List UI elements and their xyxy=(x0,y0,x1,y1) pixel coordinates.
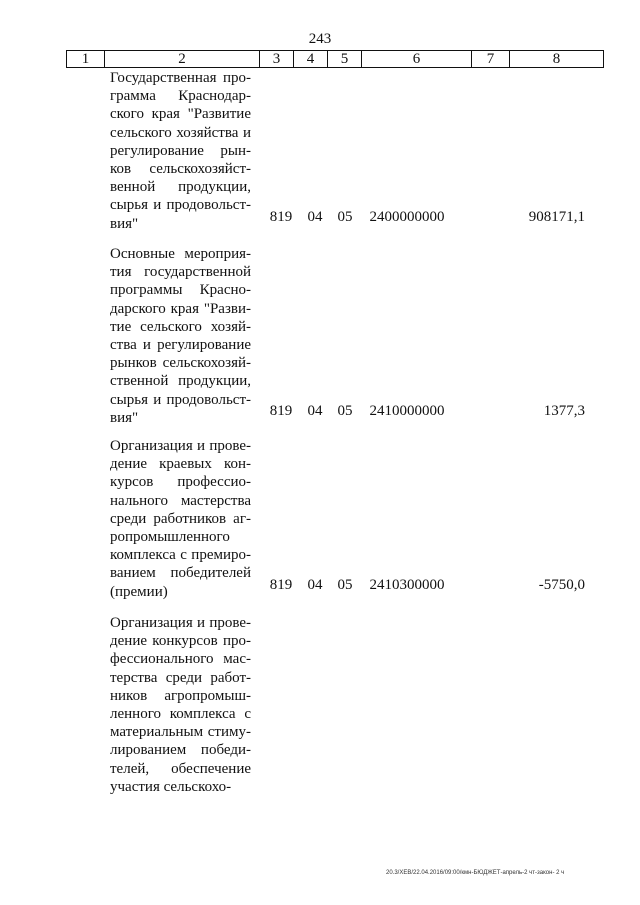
row-description xyxy=(110,245,251,427)
description-line: материальным стиму- xyxy=(110,724,251,741)
description-line: сырья и продовольст- xyxy=(110,197,251,214)
description-line: венной продукции, xyxy=(110,179,251,196)
description-line: ков сельскохозяйст- xyxy=(110,161,251,178)
target-article-code: 2400000000 xyxy=(369,209,445,225)
column-number-8: 8 xyxy=(510,51,604,68)
description-line: Государственная про- xyxy=(110,70,251,86)
description-line: тие сельского хозяй- xyxy=(110,318,251,335)
ministry-code: 819 xyxy=(269,577,293,593)
description-line: ственной продукции, xyxy=(110,373,251,390)
page-number: 243 xyxy=(308,31,332,47)
subsection-code: 05 xyxy=(337,403,353,419)
column-number-4: 4 xyxy=(294,51,328,68)
description-line: ского края "Развитие xyxy=(110,106,251,123)
description-line: комплекса с премиро- xyxy=(110,547,251,564)
column-number-3: 3 xyxy=(260,51,294,68)
section-code: 04 xyxy=(307,209,323,225)
description-line: ников агропромыш- xyxy=(110,687,251,704)
description-line: фессионального мас- xyxy=(110,651,251,668)
description-line: программы Красно- xyxy=(110,282,251,299)
subsection-code: 05 xyxy=(337,209,353,225)
section-code: 04 xyxy=(307,577,323,593)
amount: -5750,0 xyxy=(538,577,585,593)
row-description xyxy=(110,437,251,601)
ministry-code: 819 xyxy=(269,209,293,225)
row-description xyxy=(110,614,251,796)
description-line: ропромышленного xyxy=(110,529,230,546)
description-line: ленного комплекса с xyxy=(110,706,251,723)
description-line: сельского хозяйства и xyxy=(110,124,251,141)
description-line: телей, обеспечение xyxy=(110,760,251,777)
description-line: ванием победителей xyxy=(110,565,251,582)
description-line: грамма Краснодар- xyxy=(110,88,251,105)
description-line: среди работников аг- xyxy=(110,510,251,527)
description-line: (премии) xyxy=(110,583,168,600)
column-number-5: 5 xyxy=(328,51,362,68)
document-footer-note: 20.3/ХЕВ/22.04.2016/09:00/кмн-БЮДЖЕТ-апрель-2 чт-закон- 2 ч xyxy=(386,870,565,876)
description-line: лированием победи- xyxy=(110,742,251,759)
target-article-code: 2410000000 xyxy=(369,403,445,419)
description-line: курсов профессио- xyxy=(110,474,251,491)
column-number-7: 7 xyxy=(472,51,510,68)
description-line: регулирование рын- xyxy=(110,142,251,159)
description-line: дарского края "Разви- xyxy=(110,300,251,317)
column-number-2: 2 xyxy=(105,51,260,68)
description-line: вия" xyxy=(110,409,139,426)
column-number-header xyxy=(66,50,604,68)
description-line: вия" xyxy=(110,215,139,232)
description-line: Организация и прове- xyxy=(110,438,251,454)
row-description xyxy=(110,69,251,233)
description-line: терства среди работ- xyxy=(110,669,251,686)
description-line: дение краевых кон- xyxy=(110,456,251,473)
description-line: дение конкурсов про- xyxy=(110,633,251,650)
description-line: Основные мероприя- xyxy=(110,246,251,262)
description-line: рынков сельскохозяй- xyxy=(110,355,251,372)
column-number-1: 1 xyxy=(67,51,105,68)
subsection-code: 05 xyxy=(337,577,353,593)
description-line: сырья и продовольст- xyxy=(110,391,251,408)
amount: 1377,3 xyxy=(543,403,585,419)
description-line: Организация и прове- xyxy=(110,615,251,631)
ministry-code: 819 xyxy=(269,403,293,419)
target-article-code: 2410300000 xyxy=(369,577,445,593)
section-code: 04 xyxy=(307,403,323,419)
description-line: нального мастерства xyxy=(110,492,251,509)
description-line: участия сельскохо- xyxy=(110,778,232,795)
description-line: ства и регулирование xyxy=(110,337,251,354)
description-line: тия государственной xyxy=(110,264,251,281)
amount: 908171,1 xyxy=(528,209,585,225)
column-number-6: 6 xyxy=(362,51,472,68)
